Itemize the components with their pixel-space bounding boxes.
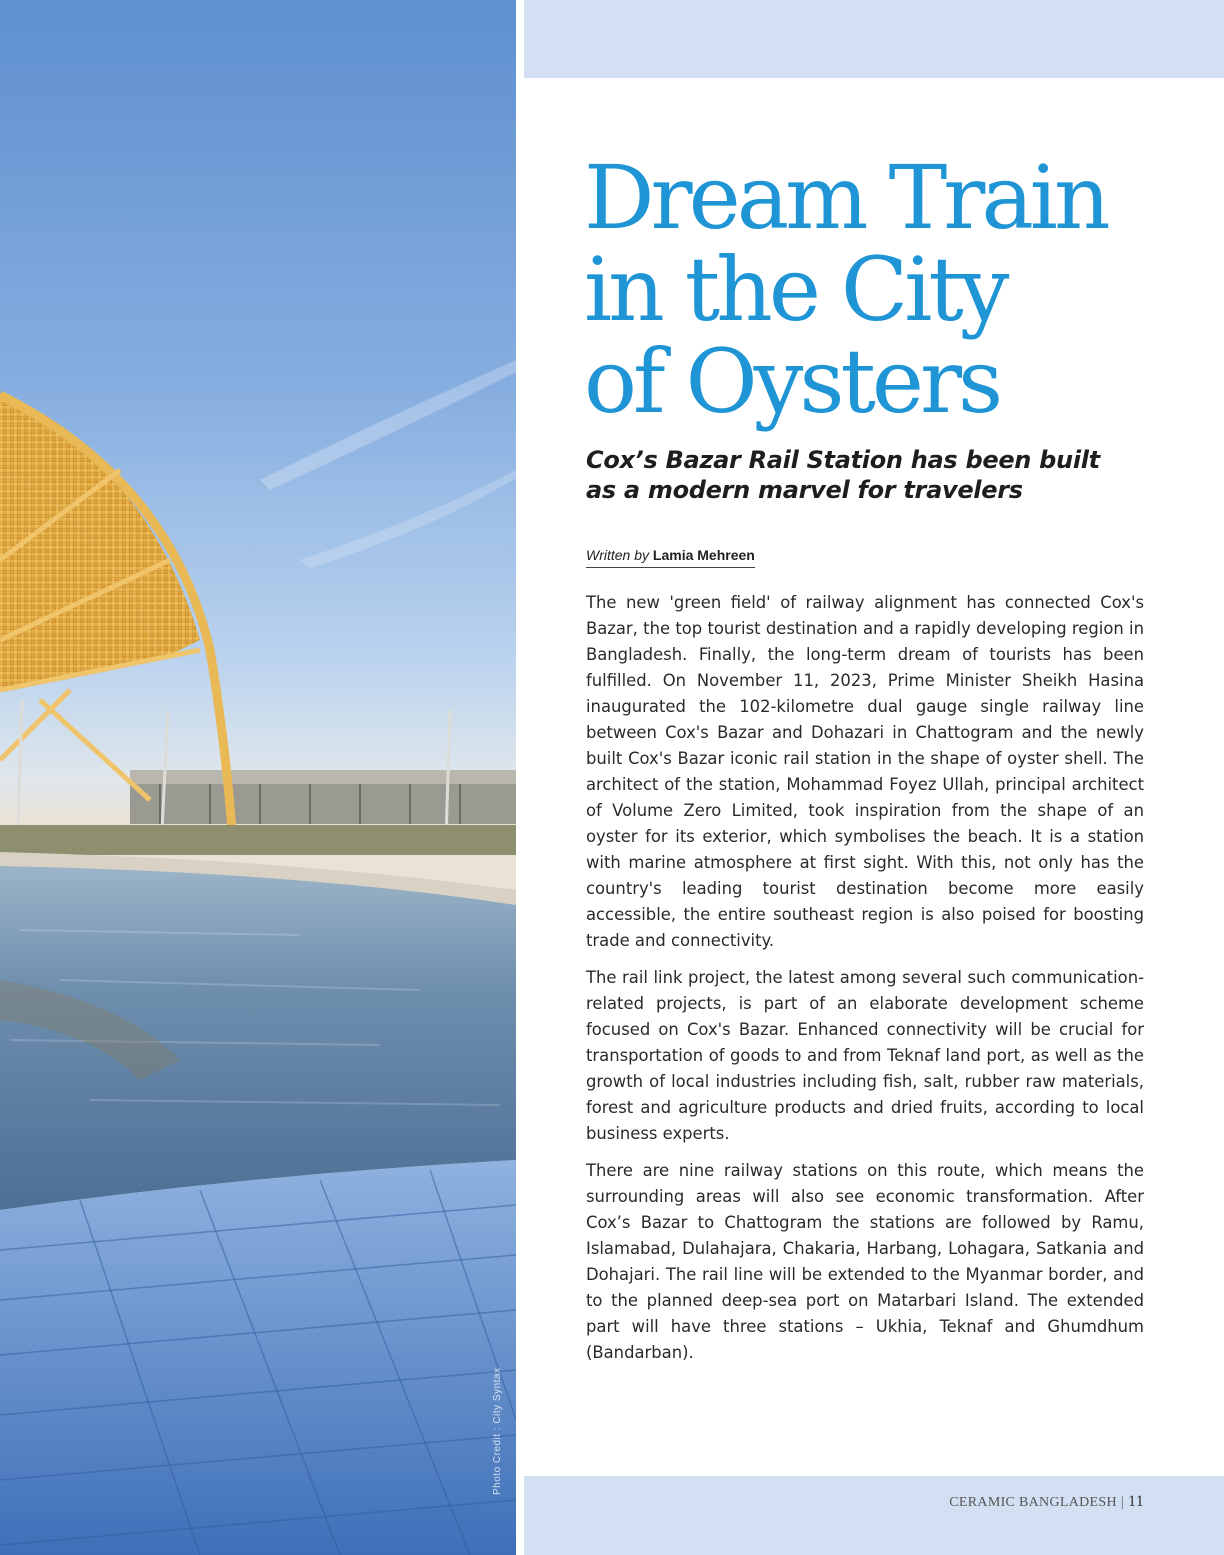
headline — [584, 146, 1184, 433]
station-roof — [130, 770, 516, 784]
station-building — [130, 784, 516, 824]
page-footer — [949, 1493, 1144, 1511]
headline-line: of Oysters — [584, 330, 1000, 433]
article-body — [586, 590, 1144, 1377]
byline — [586, 547, 755, 568]
headline-line: in the City — [584, 238, 1006, 341]
ground — [0, 825, 516, 855]
paragraph: The new 'green field' of railway alignment has connected Cox's Bazar, the top tourist destination and a rapidly developing region in Bangladesh. Finally, the long-term dream of tourists has been fulfilled. On November 11, 2023, Prime Minister Sheikh Hasina inaugurated the 102-kilometre dual gauge single railway line between Cox's Bazar and Dohazari in Chattogram and the newly built Cox's Bazar iconic rail station in the shape of oyster shell. The architect of the station, Mohammad Foyez Ullah, principal architect of Volume Zero Limited, took inspiration from the shape of an oyster for its exterior, which symbolises the beach. It is a station with marine atmosphere at first sight. With this, not only has the country's leading tourist destination become more easily accessible, the entire southeast region is also poised for boosting trade and connectivity. — [586, 593, 1144, 950]
station-illustration — [0, 0, 516, 1555]
author-name: Lamia Mehreen — [652, 547, 755, 563]
subheadline-line: as a modern marvel for travelers — [586, 476, 1023, 504]
magazine-name: CERAMIC BANGLADESH — [949, 1495, 1117, 1510]
page-number: 11 — [1127, 1493, 1144, 1510]
byline-label: Written by — [586, 547, 650, 563]
paragraph: There are nine railway stations on this route, which means the surrounding areas will also see economic transformation. After Cox’s Bazar to Chattogram the stations are followed by Ramu, Islamabad, Dulahajara, Chakaria, Harbang, Lohagara, Satkania and Dohajari. The rail line will be extended to the Myanmar border, and to the planned deep-sea port on Matarbari Island. The extended part will have three stations – Ukhia, Teknaf and Ghumdhum (Bandarban). — [586, 1161, 1144, 1362]
top-band — [524, 0, 1224, 78]
cloud — [260, 360, 516, 490]
footer-separator: | — [1120, 1495, 1124, 1510]
photo-credit: Photo Credit : City Syntax — [492, 1367, 503, 1495]
tiled-deck — [0, 1160, 516, 1555]
headline-line: Dream Train — [584, 146, 1107, 249]
paragraph: The rail link project, the latest among several such communication-related projects, is part of an elaborate development scheme focused on Cox's Bazar. Enhanced connectivity will be crucial for transportation of goods to and from Teknaf land port, as well as the growth of local industries including fish, salt, rubber raw materials, forest and agriculture products and dried fruits, according to local business experts. — [586, 968, 1144, 1143]
station-photo — [0, 0, 516, 1555]
subheadline — [586, 445, 1146, 505]
subheadline-line: Cox’s Bazar Rail Station has been built — [586, 446, 1100, 474]
cloud — [300, 470, 516, 568]
bottom-band — [524, 1476, 1224, 1555]
